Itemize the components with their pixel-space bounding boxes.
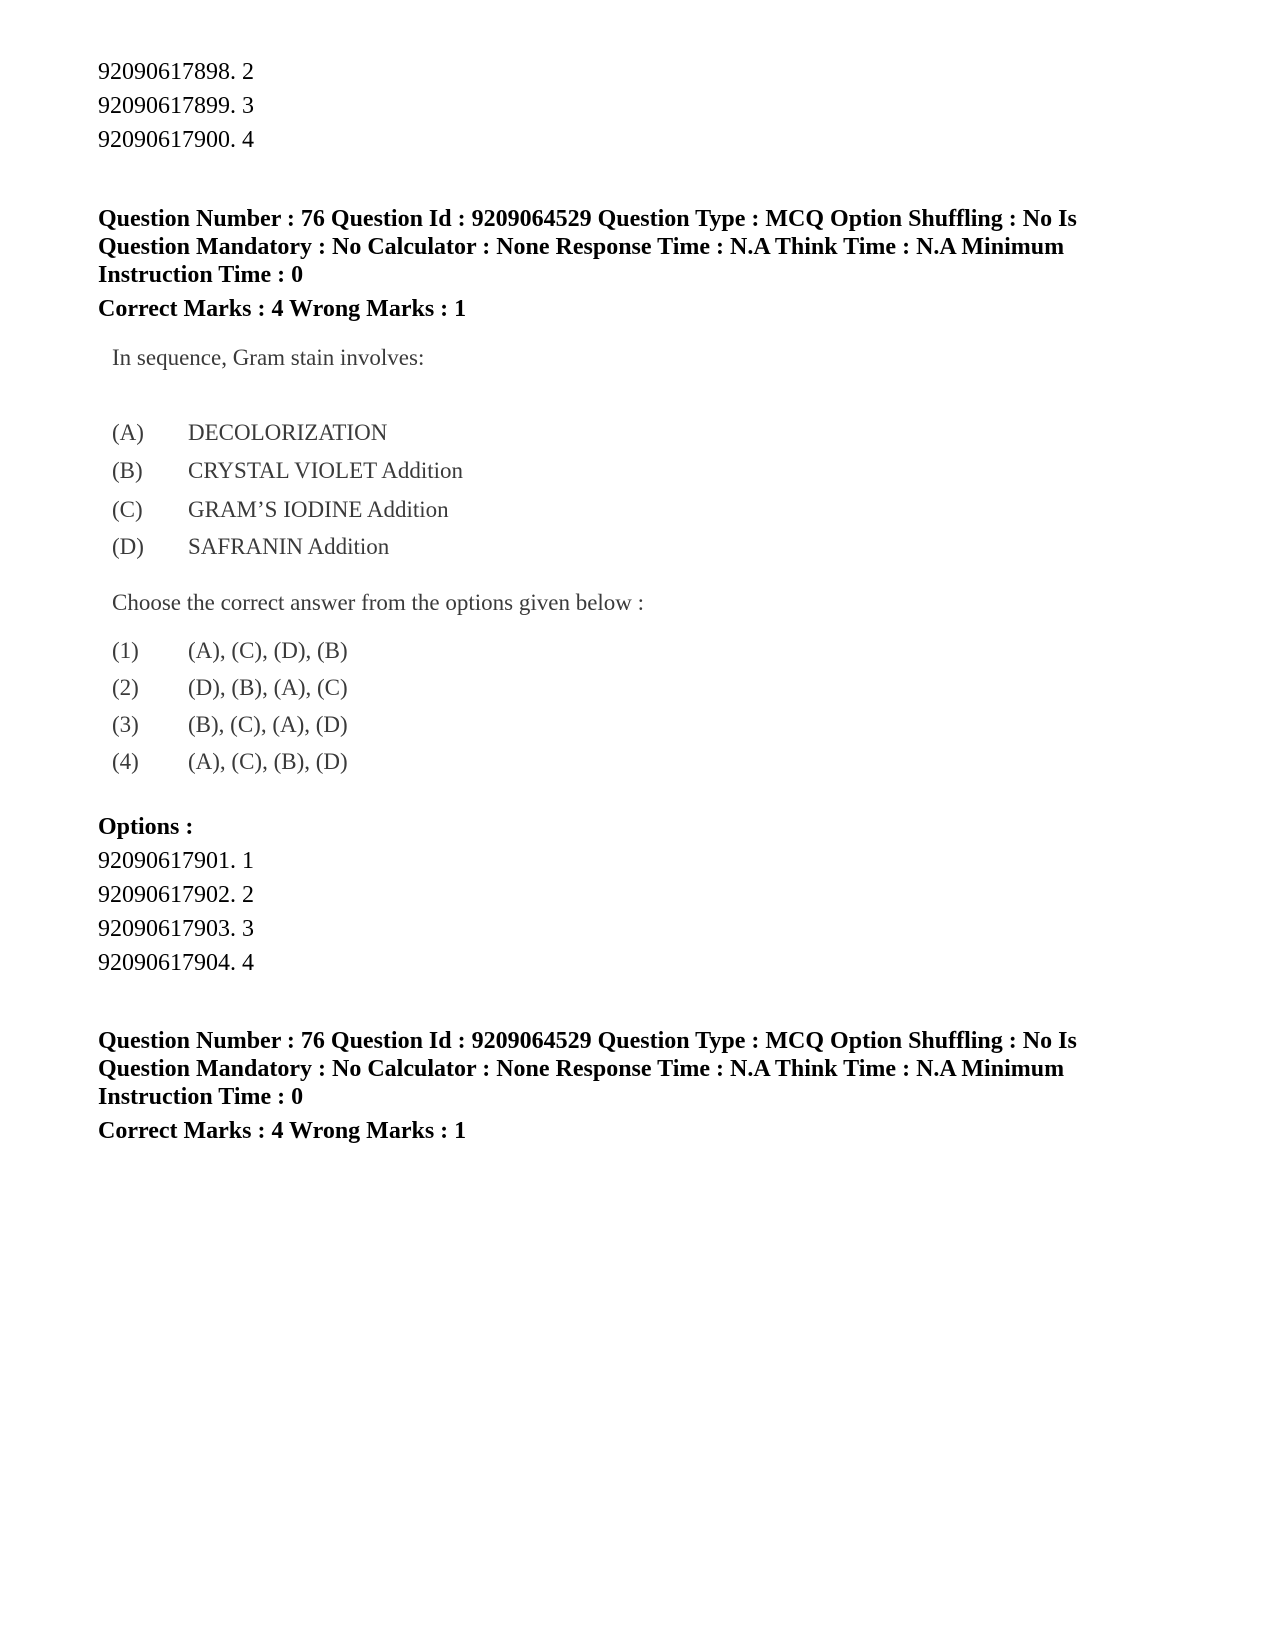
prev-option-2: 92090617899. 3 — [98, 93, 254, 119]
prev-option-3: 92090617900. 4 — [98, 127, 254, 153]
option-2: 92090617902. 2 — [98, 882, 254, 908]
options-heading: Options : — [98, 814, 194, 840]
option-1: 92090617901. 1 — [98, 848, 254, 874]
document-page: 92090617898. 2 92090617899. 3 92090617900. 4 Question Number : 76 Question Id : 9209064529 Question Type : MCQ Option Shuffling : No Is Question Mandatory : No Calculator : None Response Time : N.A Think Time : N.A Minimum Instruction Time : 0 Correct Marks : 4 Wrong Marks : 1 In sequence, Gram stain involves: (A) DECOLORIZATION (B) CRYSTAL VIOLET Addition (C) GRAM’S IODINE Addition (D) SAFRANIN Addition Choose the correct answer from the options given below : (1) (A), (C), (D), (B) (2) (D), (B), (A), (C) (3) (B), (C), (A), (D) (4) (A), (C), (B), (D) Options : 92090617901. 1 92090617902. 2 92090617903. 3 92090617904. 4 Question Number : 76 Question Id : 9209064529 Question Type : MCQ Option Shuffling : No Is Question Mandatory : No Calculator : None Response Time : N.A Think Time : N.A Minimum Instruction Time : 0 Correct Marks : 4 Wrong Marks : 1 — [98, 59, 1077, 1144]
question-header-2-line-2: Question Mandatory : No Calculator : None Response Time : N.A Think Time : N.A Minimum — [98, 1056, 1065, 1082]
prev-option-1: 92090617898. 2 — [98, 59, 254, 85]
question-header-line-1: Question Number : 76 Question Id : 9209064529 Question Type : MCQ Option Shuffling : No Is — [98, 206, 1077, 232]
option-3: 92090617903. 3 — [98, 916, 254, 942]
question-header-line-2: Question Mandatory : No Calculator : None Response Time : N.A Think Time : N.A Minimum — [98, 234, 1065, 260]
question-header-2-line-1: Question Number : 76 Question Id : 9209064529 Question Type : MCQ Option Shuffling : No Is — [98, 1028, 1077, 1054]
question-marks: Correct Marks : 4 Wrong Marks : 1 — [98, 296, 467, 322]
question-2-marks: Correct Marks : 4 Wrong Marks : 1 — [98, 1118, 467, 1144]
question-header-line-3: Instruction Time : 0 — [98, 262, 304, 288]
option-4: 92090617904. 4 — [98, 950, 254, 976]
question-header-2-line-3: Instruction Time : 0 — [98, 1084, 304, 1110]
